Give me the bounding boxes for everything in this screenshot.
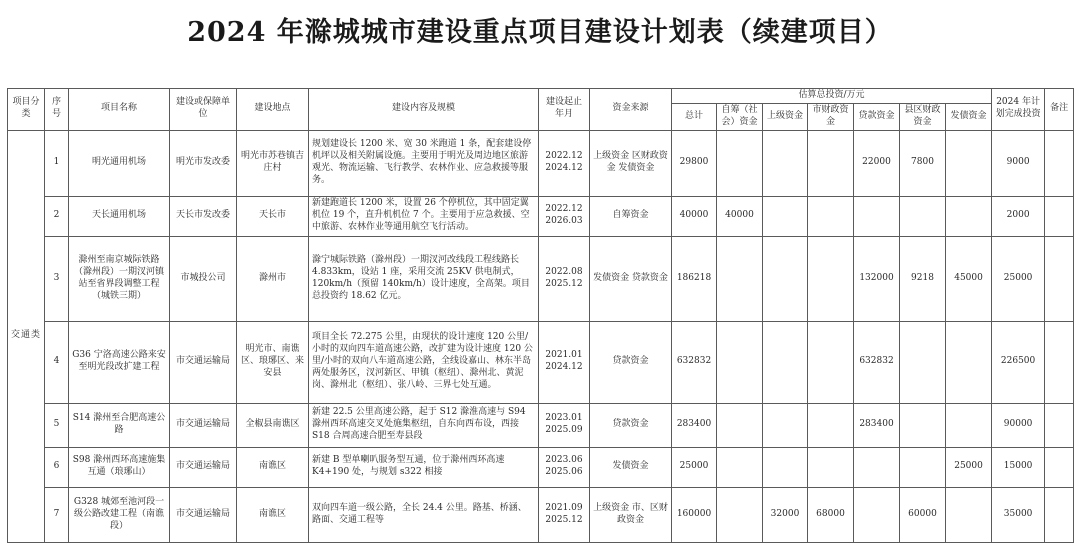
cell-loan xyxy=(854,447,900,487)
cell-municipal xyxy=(808,130,854,196)
cell-content: 双向四车道一级公路，全长 24.4 公里。路基、桥涵、路面、交通工程等 xyxy=(309,487,539,542)
cell-unit: 市交通运输局 xyxy=(170,447,237,487)
cell-seq: 3 xyxy=(45,236,69,321)
cell-loan: 283400 xyxy=(854,403,900,447)
cell-self-raised xyxy=(717,487,763,542)
cell-fund-source: 上级资金 区财政资金 发债资金 xyxy=(590,130,672,196)
document-title: 2024 年滁城城市建设重点项目建设计划表（续建项目） xyxy=(187,17,893,48)
header-bond: 发债资金 xyxy=(946,103,992,130)
cell-county: 9218 xyxy=(900,236,946,321)
category-cell: 交通类 xyxy=(8,130,45,542)
header-loan: 贷款资金 xyxy=(854,103,900,130)
cell-county: 7800 xyxy=(900,130,946,196)
cell-loan: 22000 xyxy=(854,130,900,196)
cell-total: 40000 xyxy=(672,196,717,236)
cell-bond xyxy=(946,321,992,403)
cell-location: 明光市苏巷镇吉庄村 xyxy=(237,130,309,196)
cell-total: 283400 xyxy=(672,403,717,447)
cell-fund-source: 贷款资金 xyxy=(590,403,672,447)
cell-fund-source: 发债资金 贷款资金 xyxy=(590,236,672,321)
cell-location: 全椒县南谯区 xyxy=(237,403,309,447)
cell-county xyxy=(900,321,946,403)
header-county: 县区财政资金 xyxy=(900,103,946,130)
cell-seq: 7 xyxy=(45,487,69,542)
cell-content: 规划建设长 1200 米、宽 30 米跑道 1 条，配套建设停机坪以及相关附属设施。主要用于明光及周边地区旅游观光、物流运输、飞行教学、农林作业、应急救援等服务。 xyxy=(309,130,539,196)
cell-superior xyxy=(763,130,808,196)
cell-total: 186218 xyxy=(672,236,717,321)
cell-county xyxy=(900,403,946,447)
cell-remarks xyxy=(1045,487,1074,542)
cell-name: S14 滁州至合肥高速公路 xyxy=(69,403,170,447)
cell-remarks xyxy=(1045,403,1074,447)
table-row xyxy=(8,130,1074,196)
cell-remarks xyxy=(1045,196,1074,236)
cell-self-raised xyxy=(717,321,763,403)
cell-period: 2021.09 2025.12 xyxy=(539,487,590,542)
cell-superior xyxy=(763,321,808,403)
cell-bond xyxy=(946,403,992,447)
header-plan-2024: 2024 年计划完成投资 xyxy=(992,89,1045,131)
header-municipal: 市财政资金 xyxy=(808,103,854,130)
cell-municipal xyxy=(808,236,854,321)
cell-content: 滁宁城际铁路（滁州段）一期汊河改线段工程线路长 4.833km，设站 1 座，采用交流 25KV 供电制式，120km/h（预留 140km/h）设计速度，全高架。项目总投资约 18.62 亿元。 xyxy=(309,236,539,321)
cell-content: 项目全长 72.275 公里，由现状的设计速度 120 公里/小时的双向四车道高速公路，改扩建为设计速度 120 公里/小时的双向八车道高速公路，全线设嘉山、林东半岛两处服务区，汊河新区、甲镇（枢纽）、滁州北、黄泥岗、滁州北（枢纽）、张八岭、三界七处互通。 xyxy=(309,321,539,403)
cell-location: 明光市、南谯区、琅琊区、来安县 xyxy=(237,321,309,403)
cell-superior xyxy=(763,403,808,447)
cell-name: G328 城郊至池河段一级公路改建工程（南谯段） xyxy=(69,487,170,542)
cell-superior: 32000 xyxy=(763,487,808,542)
cell-plan-2024: 15000 xyxy=(992,447,1045,487)
cell-loan xyxy=(854,487,900,542)
cell-content: 新建跑道长 1200 米，设置 26 个停机位，其中固定翼机位 19 个，直升机机位 7 个。主要用于应急救援、空中旅游、农林作业等通用航空飞行活动。 xyxy=(309,196,539,236)
cell-seq: 6 xyxy=(45,447,69,487)
header-self-raised: 自筹（社会）资金 xyxy=(717,103,763,130)
cell-self-raised xyxy=(717,236,763,321)
cell-municipal xyxy=(808,447,854,487)
cell-period: 2023.06 2025.06 xyxy=(539,447,590,487)
table-row xyxy=(8,321,1074,403)
cell-municipal xyxy=(808,196,854,236)
cell-period: 2022.12 2026.03 xyxy=(539,196,590,236)
cell-unit: 市交通运输局 xyxy=(170,321,237,403)
cell-superior xyxy=(763,447,808,487)
cell-plan-2024: 25000 xyxy=(992,236,1045,321)
cell-fund-source: 贷款资金 xyxy=(590,321,672,403)
cell-fund-source: 上级资金 市、区财政资金 xyxy=(590,487,672,542)
cell-total: 160000 xyxy=(672,487,717,542)
header-period: 建设起止年月 xyxy=(539,89,590,131)
cell-unit: 明光市发改委 xyxy=(170,130,237,196)
header-seq: 序号 xyxy=(45,89,69,131)
cell-period: 2022.12 2024.12 xyxy=(539,130,590,196)
header-remarks: 备注 xyxy=(1045,89,1074,131)
cell-plan-2024: 2000 xyxy=(992,196,1045,236)
cell-name: 明光通用机场 xyxy=(69,130,170,196)
cell-county xyxy=(900,196,946,236)
cell-seq: 4 xyxy=(45,321,69,403)
cell-name: G36 宁洛高速公路来安至明光段改扩建工程 xyxy=(69,321,170,403)
cell-content: 新建 B 型单喇叭服务型互通，位于滁州西环高速 K4+190 处，与规划 s322 相接 xyxy=(309,447,539,487)
cell-bond xyxy=(946,487,992,542)
cell-self-raised xyxy=(717,447,763,487)
cell-loan: 132000 xyxy=(854,236,900,321)
project-plan-table xyxy=(7,88,1074,543)
cell-bond: 45000 xyxy=(946,236,992,321)
table-row xyxy=(8,196,1074,236)
cell-unit: 市交通运输局 xyxy=(170,403,237,447)
header-total: 总计 xyxy=(672,103,717,130)
cell-name: 滁州至南京城际铁路（滁州段）一期汊河镇站至省界段调整工程（城铁三期） xyxy=(69,236,170,321)
cell-remarks xyxy=(1045,236,1074,321)
cell-superior xyxy=(763,236,808,321)
cell-self-raised xyxy=(717,403,763,447)
cell-name: S98 滁州西环高速施集互通（琅琊山） xyxy=(69,447,170,487)
cell-county xyxy=(900,447,946,487)
header-superior: 上级资金 xyxy=(763,103,808,130)
cell-county: 60000 xyxy=(900,487,946,542)
table-row xyxy=(8,236,1074,321)
cell-unit: 市交通运输局 xyxy=(170,487,237,542)
cell-seq: 2 xyxy=(45,196,69,236)
cell-loan: 632832 xyxy=(854,321,900,403)
cell-location: 南谯区 xyxy=(237,447,309,487)
cell-unit: 市城投公司 xyxy=(170,236,237,321)
cell-remarks xyxy=(1045,447,1074,487)
header-category: 项目分类 xyxy=(8,89,45,131)
cell-seq: 5 xyxy=(45,403,69,447)
cell-total: 632832 xyxy=(672,321,717,403)
cell-remarks xyxy=(1045,130,1074,196)
table-row xyxy=(8,487,1074,542)
cell-total: 25000 xyxy=(672,447,717,487)
cell-total: 29800 xyxy=(672,130,717,196)
cell-period: 2022.08 2025.12 xyxy=(539,236,590,321)
header-content: 建设内容及规模 xyxy=(309,89,539,131)
cell-location: 滁州市 xyxy=(237,236,309,321)
cell-content: 新建 22.5 公里高速公路，起于 S12 滁淮高速与 S94 滁州西环高速交叉处施集枢纽，自东向西布设，西接 S18 合周高速合肥至寿县段 xyxy=(309,403,539,447)
cell-self-raised: 40000 xyxy=(717,196,763,236)
header-location: 建设地点 xyxy=(237,89,309,131)
cell-municipal xyxy=(808,321,854,403)
cell-plan-2024: 90000 xyxy=(992,403,1045,447)
header-unit: 建设或保障单位 xyxy=(170,89,237,131)
cell-seq: 1 xyxy=(45,130,69,196)
header-investment-group: 估算总投资/万元 xyxy=(672,89,992,104)
cell-bond: 25000 xyxy=(946,447,992,487)
cell-superior xyxy=(763,196,808,236)
cell-municipal: 68000 xyxy=(808,487,854,542)
cell-name: 天长通用机场 xyxy=(69,196,170,236)
table-row xyxy=(8,447,1074,487)
cell-bond xyxy=(946,130,992,196)
cell-period: 2023.01 2025.09 xyxy=(539,403,590,447)
cell-fund-source: 发债资金 xyxy=(590,447,672,487)
table-row xyxy=(8,403,1074,447)
cell-location: 天长市 xyxy=(237,196,309,236)
cell-plan-2024: 9000 xyxy=(992,130,1045,196)
cell-plan-2024: 226500 xyxy=(992,321,1045,403)
cell-fund-source: 自筹资金 xyxy=(590,196,672,236)
cell-municipal xyxy=(808,403,854,447)
cell-period: 2021.01 2024.12 xyxy=(539,321,590,403)
cell-loan xyxy=(854,196,900,236)
cell-remarks xyxy=(1045,321,1074,403)
cell-bond xyxy=(946,196,992,236)
cell-unit: 天长市发改委 xyxy=(170,196,237,236)
cell-plan-2024: 35000 xyxy=(992,487,1045,542)
cell-self-raised xyxy=(717,130,763,196)
cell-location: 南谯区 xyxy=(237,487,309,542)
header-fund-source: 资金来源 xyxy=(590,89,672,131)
header-name: 项目名称 xyxy=(69,89,170,131)
